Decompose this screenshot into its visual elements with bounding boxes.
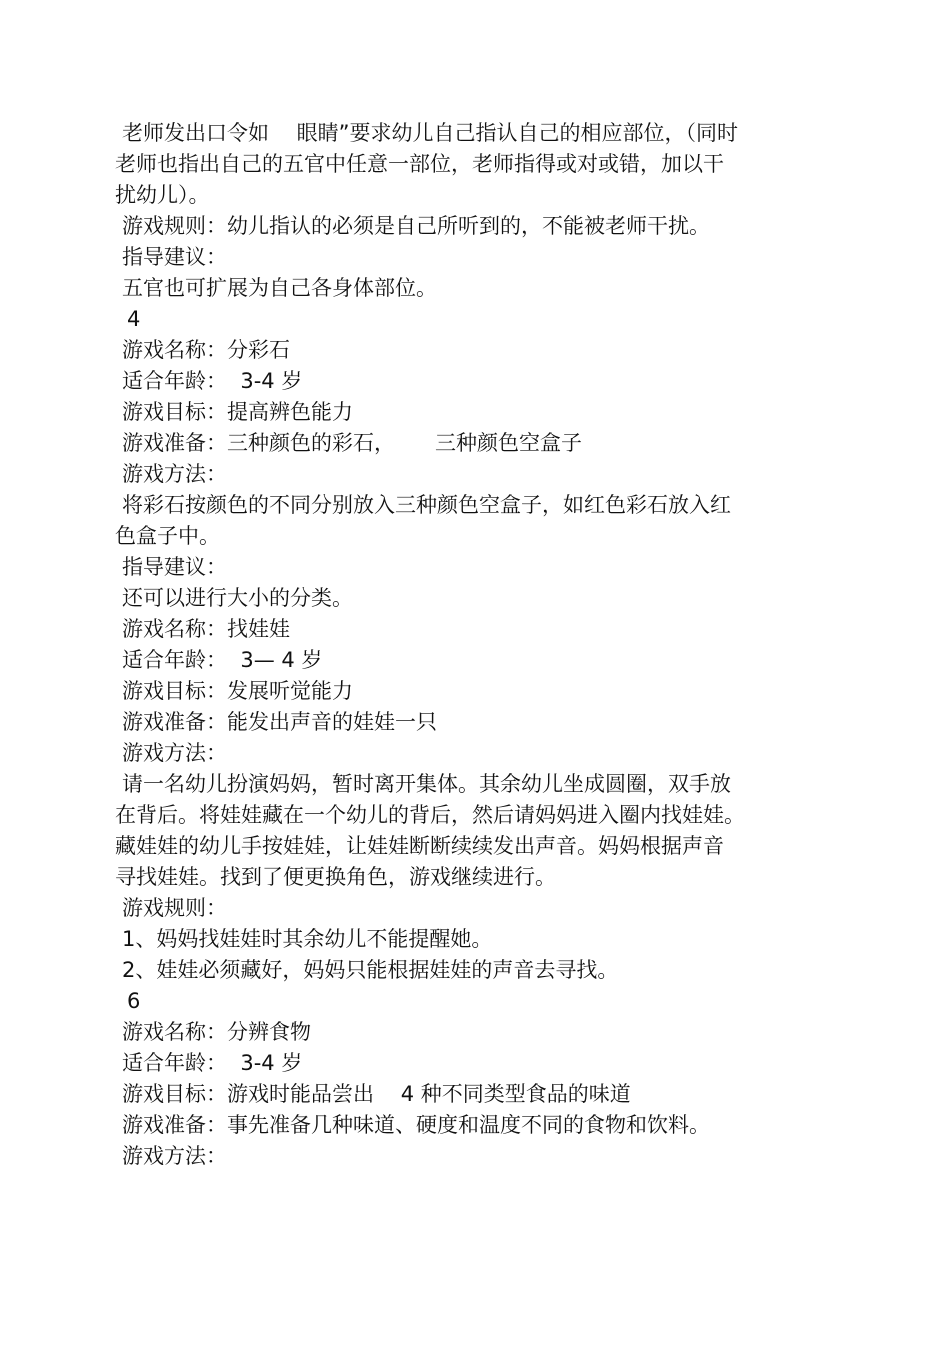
text-line: 将彩石按颜色的不同分别放入三种颜色空盒子，如红色彩石放入红 xyxy=(122,493,731,517)
text-line: 游戏方法： xyxy=(122,741,227,765)
text-line: 指导建议： xyxy=(122,555,227,579)
text-line: 2、娃娃必须藏好，妈妈只能根据娃娃的声音去寻找。 xyxy=(122,958,619,982)
text-line: 游戏方法： xyxy=(122,1144,227,1168)
text-line: 游戏目标：发展听觉能力 xyxy=(122,679,353,703)
text-line: 扰幼儿）。 xyxy=(115,183,210,207)
text-line: 适合年龄： 3-4 岁 xyxy=(122,369,303,393)
text-line: 游戏目标：游戏时能品尝出 4 种不同类型食品的味道 xyxy=(122,1082,631,1106)
section-number: 6 xyxy=(127,989,141,1013)
text-line: 在背后。将娃娃藏在一个幼儿的背后，然后请妈妈进入圈内找娃娃。 xyxy=(115,803,745,827)
text-line: 游戏准备：事先准备几种味道、硬度和温度不同的食物和饮料。 xyxy=(122,1113,710,1137)
text-line: 寻找娃娃。找到了便更换角色，游戏继续进行。 xyxy=(115,865,556,889)
document-body xyxy=(115,118,795,1172)
text-line: 适合年龄： 3-4 岁 xyxy=(122,1051,303,1075)
text-line: 游戏规则：幼儿指认的必须是自己所听到的，不能被老师干扰。 xyxy=(122,214,710,238)
text-line: 1、妈妈找娃娃时其余幼儿不能提醒她。 xyxy=(122,927,493,951)
text-line: 还可以进行大小的分类。 xyxy=(122,586,353,610)
text-line: 游戏名称：分彩石 xyxy=(122,338,290,362)
text-line: 请一名幼儿扮演妈妈，暂时离开集体。其余幼儿坐成圆圈，双手放 xyxy=(122,772,731,796)
text-line: 老师发出口令如 眼睛”要求幼儿自己指认自己的相应部位，（同时 xyxy=(122,121,739,145)
text-line: 五官也可扩展为自己各身体部位。 xyxy=(122,276,437,300)
text-line: 指导建议： xyxy=(122,245,227,269)
text-line: 游戏目标：提高辨色能力 xyxy=(122,400,353,424)
text-line: 游戏名称：找娃娃 xyxy=(122,617,290,641)
text-line: 适合年龄： 3— 4 岁 xyxy=(122,648,323,672)
text-line: 游戏准备：能发出声音的娃娃一只 xyxy=(122,710,437,734)
text-line: 游戏方法： xyxy=(122,462,227,486)
text-line: 老师也指出自己的五官中任意一部位，老师指得或对或错，加以干 xyxy=(115,152,724,176)
text-line: 游戏规则： xyxy=(122,896,227,920)
text-line: 游戏名称：分辨食物 xyxy=(122,1020,311,1044)
text-line: 色盒子中。 xyxy=(115,524,220,548)
text-line: 藏娃娃的幼儿手按娃娃，让娃娃断断续续发出声音。妈妈根据声音 xyxy=(115,834,724,858)
section-number: 4 xyxy=(127,307,141,331)
text-line: 游戏准备：三种颜色的彩石， 三种颜色空盒子 xyxy=(122,431,583,455)
